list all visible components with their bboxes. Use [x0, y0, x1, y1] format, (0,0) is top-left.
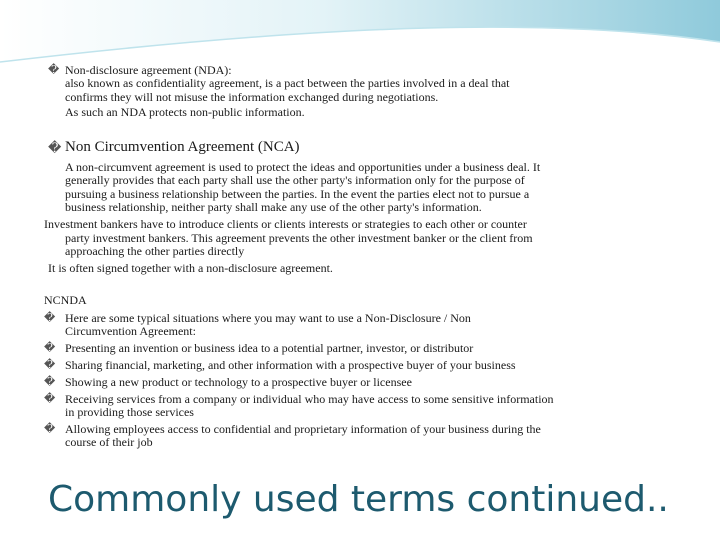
ncnda-item: Sharing financial, marketing, and other information with a prospective buyer of your business [65, 358, 516, 372]
ncnda-item-continuation: in providing those services [65, 405, 194, 419]
bullet-icon: � [48, 140, 62, 155]
bullet-icon: � [44, 393, 56, 405]
bullet-icon: � [44, 312, 56, 324]
nda-text-line: As such an NDA protects non-public information. [65, 105, 305, 119]
ncnda-item: Receiving services from a company or individual who may have access to some sensitive information [65, 392, 554, 406]
nda-text-line: also known as confidentiality agreement, is a pact between the parties involved in a deal that [65, 76, 510, 90]
ncnda-item: Allowing employees access to confidential and proprietary information of your business during the [65, 422, 541, 436]
nca-text-line: party investment bankers. This agreement prevents the other investment banker or the client from [65, 231, 533, 245]
bullet-icon: � [44, 342, 56, 354]
bullet-icon: � [48, 64, 60, 76]
bullet-icon: � [44, 359, 56, 371]
slide-title: Commonly used terms continued.. [48, 479, 669, 520]
nda-heading: Non-disclosure agreement (NDA): [65, 63, 232, 77]
ncnda-item: Showing a new product or technology to a prospective buyer or licensee [65, 375, 412, 389]
ncnda-label: NCNDA [44, 293, 87, 307]
nca-text-line: Investment bankers have to introduce clients or clients interests or strategies to each other or counter [44, 217, 527, 231]
nca-text-line: It is often signed together with a non-disclosure agreement. [48, 261, 333, 275]
nca-text-line: approaching the other parties directly [65, 244, 245, 258]
nca-text-line: business relationship, neither party shall make any use of the other party's information. [65, 200, 482, 214]
nca-text-line: generally provides that each party shall use the other party's information only for the purpose of [65, 173, 525, 187]
ncnda-item-continuation: Circumvention Agreement: [65, 324, 196, 338]
nca-text-line: A non-circumvent agreement is used to protect the ideas and opportunities under a business deal. It [65, 160, 541, 174]
ncnda-item-continuation: course of their job [65, 435, 153, 449]
nca-text-line: pursuing a business relationship between the parties. In the event the parties elect not to pursue a [65, 187, 530, 201]
nda-text-line: confirms they will not misuse the information exchanged during negotiations. [65, 90, 439, 104]
bullet-icon: � [44, 423, 56, 435]
nca-heading: Non Circumvention Agreement (NCA) [65, 139, 300, 155]
ncnda-item: Presenting an invention or business idea to a potential partner, investor, or distributor [65, 341, 474, 355]
bullet-icon: � [44, 376, 56, 388]
ncnda-item: Here are some typical situations where you may want to use a Non-Disclosure / Non [65, 311, 471, 325]
